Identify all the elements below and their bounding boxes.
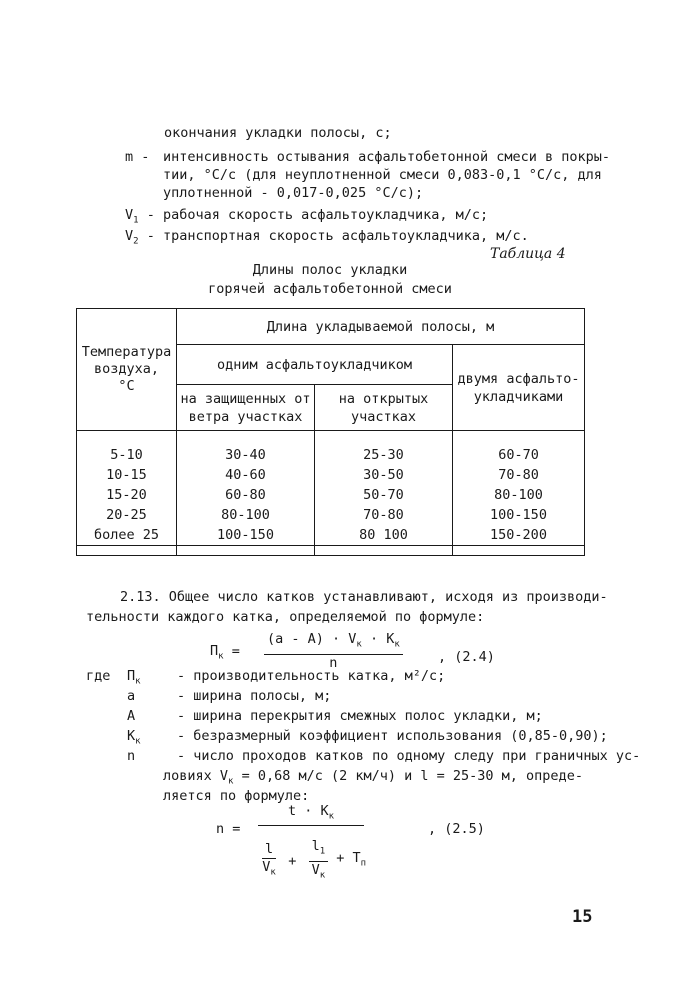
def-a: a - ширина полосы, м; — [127, 688, 332, 704]
def-n-line1: n - число проходов катков по одному следу при граничных ус- — [127, 748, 641, 764]
paragraph-line2: тельности каждого катка, определяемой по формуле: — [86, 609, 485, 625]
cell-two-pavers: 60-70 — [453, 445, 585, 465]
header-open-areas: на открытых участках — [315, 385, 453, 431]
cell-protected: 100-150 — [177, 525, 315, 546]
def-m-symbol: m - — [125, 149, 150, 165]
cell-temperature: 20-25 — [77, 505, 177, 525]
cell-temperature: более 25 — [77, 525, 177, 546]
table-row — [77, 505, 585, 525]
header-two-pavers: двумя асфальто- укладчиками — [453, 345, 585, 431]
formula-2-5-number: , (2.5) — [428, 821, 485, 837]
inner-fraction-1: $\frac{l}{V_к}$ — [262, 840, 276, 878]
cell-open: 30-50 — [315, 465, 453, 485]
table-row — [77, 465, 585, 485]
cell-two-pavers: 150-200 — [453, 525, 585, 546]
cell-protected: 40-60 — [177, 465, 315, 485]
header-temperature: Температура воздуха, °C — [77, 309, 177, 431]
denominator-tail: + $T_п$ — [336, 850, 367, 870]
table-row — [77, 525, 585, 546]
def-v1-text: рабочая скорость асфальтоукладчика, м/с; — [163, 207, 489, 223]
cell-open: 70-80 — [315, 505, 453, 525]
def-v1-symbol: $V_1$ - — [125, 207, 155, 226]
def-v2-symbol: $V_2$ - — [125, 228, 155, 247]
cell-protected: 30-40 — [177, 445, 315, 465]
formula-2-5-fraction-bar — [258, 825, 364, 826]
def-m-line1: интенсивность остывания асфальтобетонной смеси в покры- — [163, 149, 611, 165]
table-row — [77, 445, 585, 465]
formula-lhs: $П_к$ — [210, 643, 224, 663]
table-row — [77, 485, 585, 505]
def-kk: $K_к$ - безразмерный коэффициент использования (0,85-0,90); — [127, 728, 608, 747]
cell-protected: 60-80 — [177, 485, 315, 505]
formula-2-5-numerator: $t \cdot K_к$ — [287, 803, 335, 822]
formula-2-4 — [210, 631, 403, 672]
formula-equals: = — [231, 643, 240, 660]
formula-fraction — [264, 631, 403, 672]
page-number: 15 — [572, 907, 593, 927]
cell-temperature: 15-20 — [77, 485, 177, 505]
formula-2-5-denominator — [262, 838, 366, 884]
table-title-line2: горячей асфальтобетонной смеси — [208, 281, 452, 297]
header-one-paver: одним асфальтоукладчиком — [177, 345, 453, 385]
header-protected-areas: на защищенных от ветра участках — [177, 385, 315, 431]
def-pk: $П_к$ - производительность катка, м²/с; — [127, 668, 446, 687]
lengths-table — [76, 308, 585, 556]
paragraph-line1: 2.13. Общее число катков устанавливают, исходя из производи- — [120, 589, 608, 605]
table-title-line1: Длины полос укладки — [252, 262, 408, 278]
where-word: где — [86, 668, 111, 684]
formula-2-5-lhs: n = — [216, 821, 241, 837]
def-m-line3: уплотненной - 0,017-0,025 °C/с); — [163, 185, 424, 201]
def-m-line2: тии, °C/с (для неуплотненной смеси 0,083-0,1 °C/с, для — [163, 167, 602, 183]
cell-two-pavers: 100-150 — [453, 505, 585, 525]
cell-two-pavers: 80-100 — [453, 485, 585, 505]
formula-numerator: $(a - A) \cdot V_к \cdot K_к$ — [264, 631, 403, 655]
continuation-line: окончания укладки полосы, с; — [164, 125, 392, 141]
cell-open: 25-30 — [315, 445, 453, 465]
formula-denominator: n — [329, 654, 338, 671]
table-label: Таблица 4 — [490, 246, 566, 262]
cell-open: 80 100 — [315, 525, 453, 546]
plus-sign: + — [288, 853, 297, 870]
def-n-line2: ловиях $V_к = 0,68$ м/с (2 км/ч) и l = 25-30 м, опреде- — [163, 768, 583, 787]
cell-temperature: 10-15 — [77, 465, 177, 485]
def-v2-text: транспортная скорость асфальтоукладчика, м/с. — [163, 228, 529, 244]
cell-two-pavers: 70-80 — [453, 465, 585, 485]
inner-fraction-2: $\frac{l_1}{V_к}$ — [309, 838, 329, 884]
def-n-line3: ляется по формуле: — [163, 788, 310, 804]
cell-protected: 80-100 — [177, 505, 315, 525]
cell-temperature: 5-10 — [77, 445, 177, 465]
def-A: A - ширина перекрытия смежных полос укладки, м; — [127, 708, 543, 724]
header-length: Длина укладываемой полосы, м — [177, 309, 585, 345]
cell-open: 50-70 — [315, 485, 453, 505]
formula-2-4-number: , (2.4) — [438, 649, 495, 665]
